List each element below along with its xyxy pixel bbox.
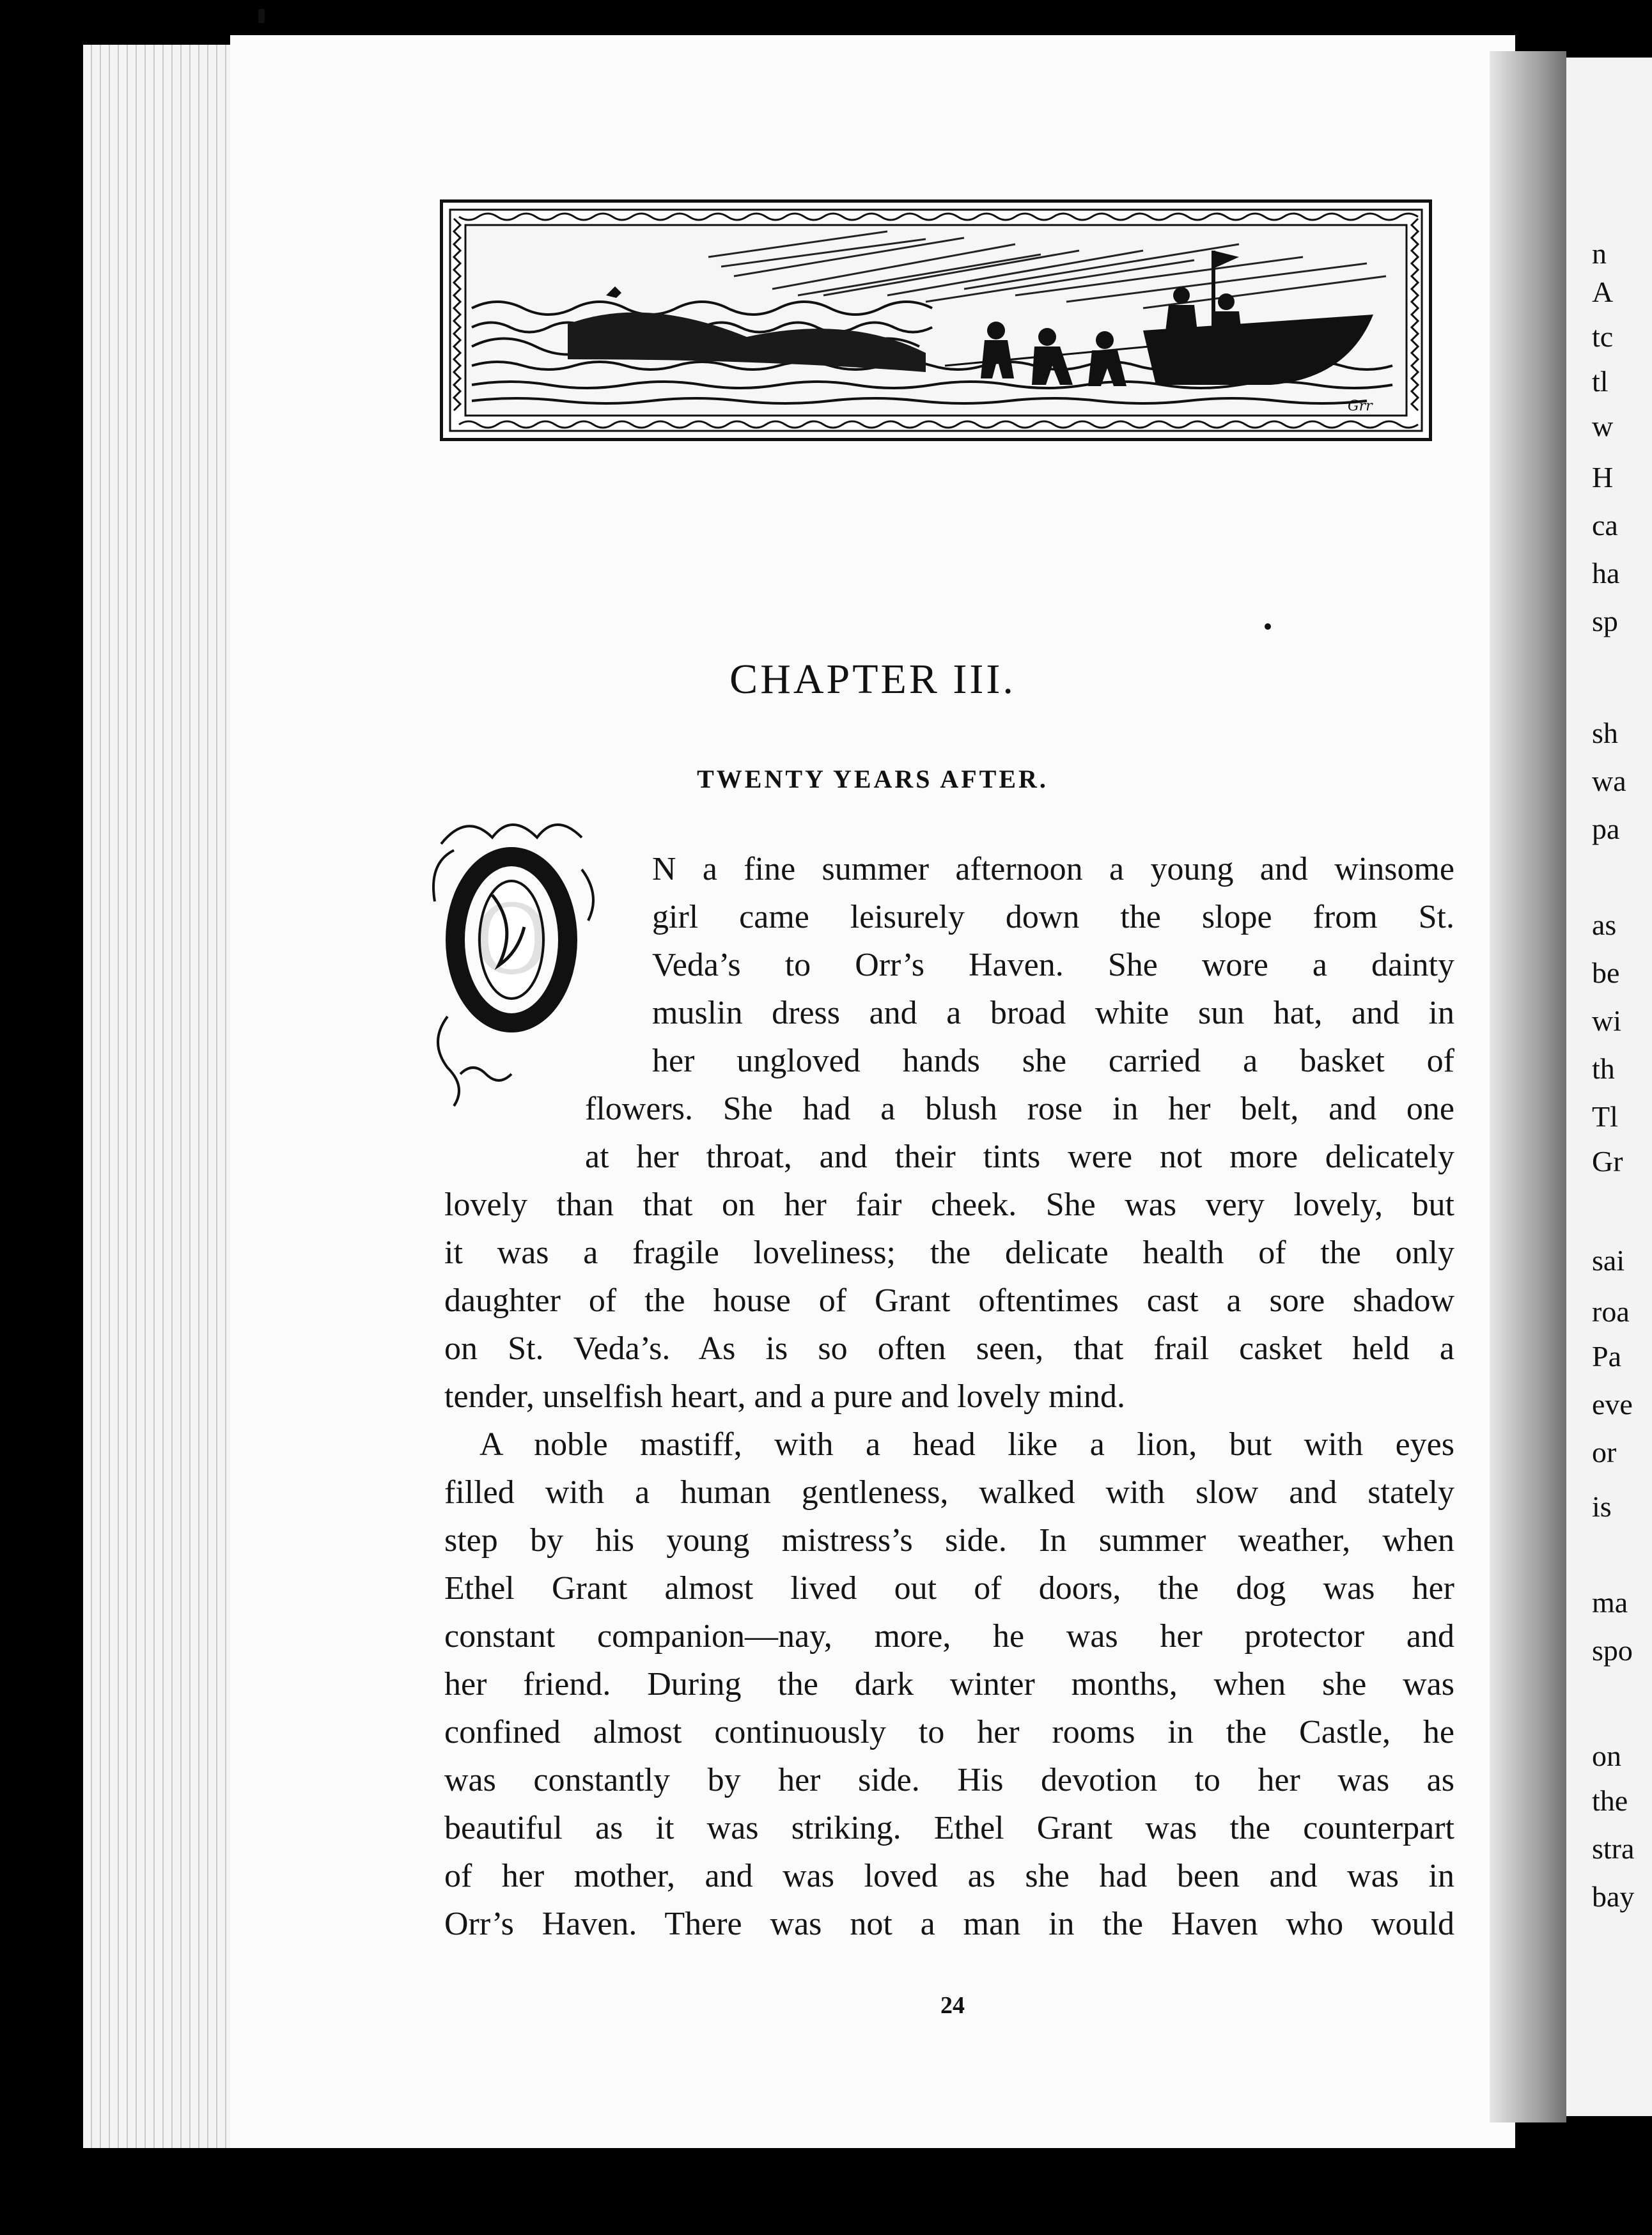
facing-page-text-fragment: n [1592,237,1607,270]
text-line: her ungloved hands she carried a basket of [652,1043,1454,1079]
text-line: beautiful as it was striking. Ethel Grant was the counterpart [444,1810,1454,1846]
page-number: 24 [940,1992,965,2019]
facing-page-text-fragment: stra [1592,1832,1635,1865]
text-line: Ethel Grant almost lived out of doors, the dog was her [444,1570,1454,1607]
facing-page-text-fragment: w [1592,410,1614,442]
text-line: of her mother, and was loved as she had been and was in [444,1858,1454,1894]
facing-page-text-fragment: wa [1592,765,1626,797]
gutter-shadow [1490,51,1566,2122]
facing-page-text-fragment: sai [1592,1244,1625,1277]
chapter-title: CHAPTER III. [729,656,1016,703]
facing-page-text-fragment: on [1592,1740,1621,1772]
facing-page-fragment [1566,58,1652,2116]
text-line: confined almost continuously to her rooms in the Castle, he [444,1714,1454,1750]
facing-page-text-fragment: tc [1592,320,1614,353]
text-line: on St. Veda’s. As is so often seen, that frail casket held a [444,1330,1454,1367]
facing-page-text-fragment: Gr [1592,1145,1623,1178]
facing-page-text-fragment: ha [1592,557,1620,589]
facing-page-text-fragment: Tl [1592,1100,1618,1133]
text-line: muslin dress and a broad white sun hat, and in [652,995,1454,1031]
facing-page-text-fragment: ma [1592,1586,1628,1619]
facing-page-text-fragment: roa [1592,1295,1630,1328]
text-line: her friend. During the dark winter months, when she was [444,1666,1454,1702]
ink-speck [258,9,265,23]
facing-page-text-fragment: sp [1592,605,1618,637]
text-line: tender, unselfish heart, and a pure and lovely mind. [444,1378,1126,1415]
facing-page-text-fragment: sh [1592,717,1618,749]
text-line: it was a fragile loveliness; the delicate health of the only [444,1234,1454,1271]
facing-page-text-fragment: or [1592,1436,1617,1468]
facing-page-text-fragment: the [1592,1784,1628,1817]
engraver-signature: Grr [1348,398,1373,414]
text-line: girl came leisurely down the slope from St. [652,899,1454,935]
text-line: was constantly by her side. His devotion to her was as [444,1762,1454,1798]
chapter-subtitle: TWENTY YEARS AFTER. [697,765,1048,793]
facing-page-text-fragment: tl [1592,365,1609,398]
facing-page-text-fragment: H [1592,461,1614,494]
page-edges [83,45,230,2148]
text-line: Veda’s to Orr’s Haven. She wore a dainty [652,947,1454,983]
text-line: step by his young mistress’s side. In summer weather, when [444,1522,1454,1559]
text-line: at her throat, and their tints were not more delicately [585,1139,1454,1175]
facing-page-text-fragment: be [1592,956,1620,989]
facing-page-text-fragment: th [1592,1052,1615,1085]
text-line: daughter of the house of Grant oftentimes cast a sore shadow [444,1282,1454,1319]
header-engraving [440,199,1432,441]
facing-page-text-fragment: bay [1592,1880,1635,1913]
text-line: N a fine summer afternoon a young and winsome [652,851,1454,887]
facing-page-text-fragment: ca [1592,509,1618,541]
facing-page-text-fragment: spo [1592,1634,1633,1667]
text-line: Orr’s Haven. There was not a man in the Haven who would [444,1906,1454,1942]
text-line: filled with a human gentleness, walked with slow and stately [444,1474,1454,1511]
drop-cap-letter: O [472,885,551,996]
text-line: flowers. She had a blush rose in her belt, and one [585,1091,1454,1127]
facing-page-text-fragment: wi [1592,1004,1621,1037]
ink-speck [1265,623,1271,630]
facing-page-text-fragment: eve [1592,1388,1633,1421]
facing-page-text-fragment: A [1592,276,1614,308]
facing-page-text-fragment: is [1592,1490,1612,1523]
text-line: A noble mastiff, with a head like a lion, but with eyes [479,1426,1454,1463]
ornamental-drop-cap [422,806,607,1112]
facing-page-text-fragment: pa [1592,813,1620,845]
facing-page-text-fragment: as [1592,908,1617,941]
text-line: constant companion—nay, more, he was her protector and [444,1618,1454,1655]
facing-page-text-fragment: Pa [1592,1340,1621,1373]
text-line: lovely than that on her fair cheek. She was very lovely, but [444,1187,1454,1223]
